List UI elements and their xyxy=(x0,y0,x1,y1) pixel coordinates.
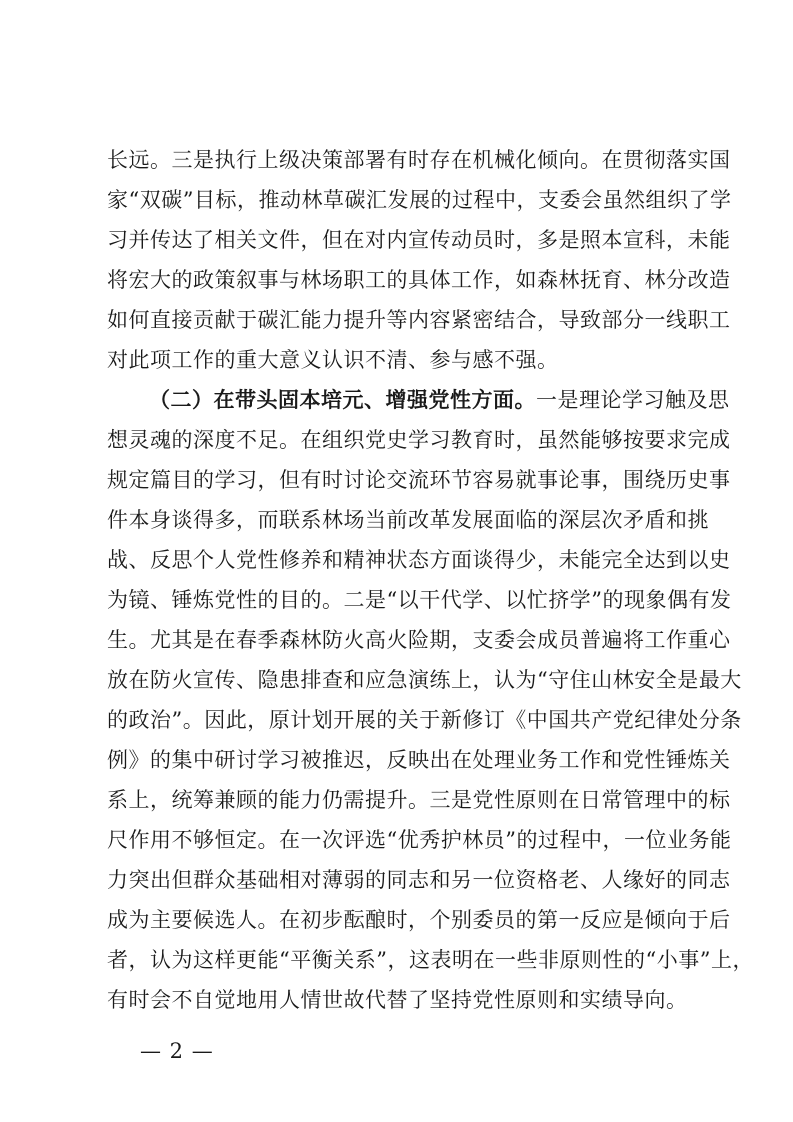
body-line: 成为主要候选人。在初步酝酿时，个别委员的第一反应是倾向于后 xyxy=(107,908,731,932)
body-line: 件本身谈得多，而联系林场当前改革发展面临的深层次矛盾和挑 xyxy=(107,508,709,532)
section-heading: （二）在带头固本培元、增强党性方面。 xyxy=(149,387,536,412)
body-line: 放在防火宣传、隐患排查和应急演练上，认为“守住山林安全是最大 xyxy=(107,668,742,692)
body-line: 例》的集中研讨学习被推迟，反映出在处理业务工作和党性锤炼关 xyxy=(107,748,731,772)
body-line: 对此项工作的重大意义认识不清、参与感不强。 xyxy=(107,348,559,372)
body-line: 为镜、锤炼党性的目的。二是“以干代学、以忙挤学”的现象偶有发 xyxy=(107,588,732,612)
body-line: 生。尤其是在春季森林防火高火险期，支委会成员普遍将工作重心 xyxy=(107,628,731,652)
body-line: 长远。三是执行上级决策部署有时存在机械化倾向。在贯彻落实国 xyxy=(107,148,731,172)
section-heading-line xyxy=(149,380,730,420)
page-number: — 2 — xyxy=(140,1039,214,1063)
body-line: 想灵魂的深度不足。在组织党史学习教育时，虽然能够按要求完成 xyxy=(107,428,731,452)
body-line: 习并传达了相关文件，但在对内宣传动员时，多是照本宣科，未能 xyxy=(107,228,731,252)
body-line: 如何直接贡献于碳汇能力提升等内容紧密结合，导致部分一线职工 xyxy=(107,308,731,332)
body-line: 者，认为这样更能“平衡关系”，这表明在一些非原则性的“小事”上， xyxy=(107,948,754,972)
body-line: 系上，统筹兼顾的能力仍需提升。三是党性原则在日常管理中的标 xyxy=(107,788,731,812)
body-line: 尺作用不够恒定。在一次评选“优秀护林员”的过程中，一位业务能 xyxy=(107,828,732,852)
body-line: 有时会不自觉地用人情世故代替了坚持党性原则和实绩导向。 xyxy=(107,988,688,1012)
body-line: 力突出但群众基础相对薄弱的同志和另一位资格老、人缘好的同志 xyxy=(107,868,731,892)
body-line: 家“双碳”目标，推动林草碳汇发展的过程中，支委会虽然组织了学 xyxy=(107,188,732,212)
body-line: 规定篇目的学习，但有时讨论交流环节容易就事论事，围绕历史事 xyxy=(107,468,731,492)
body-line: 的政治”。因此，原计划开展的关于新修订《中国共产党纪律处分条 xyxy=(107,708,742,732)
body-line: 将宏大的政策叙事与林场职工的具体工作，如森林抚育、林分改造 xyxy=(107,268,731,292)
section-heading-continuation: 一是理论学习触及思 xyxy=(536,388,730,412)
body-line: 战、反思个人党性修养和精神状态方面谈得少，未能完全达到以史 xyxy=(107,548,731,572)
